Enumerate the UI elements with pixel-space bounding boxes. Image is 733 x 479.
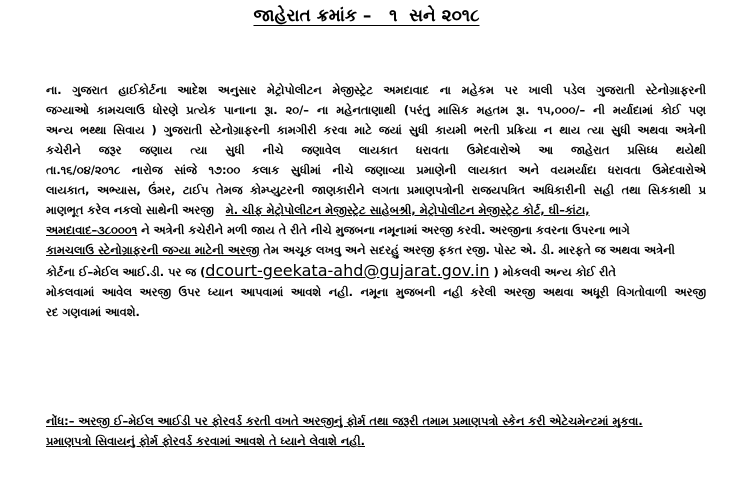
body-line-10 — [46, 260, 706, 282]
body-line-5: તા.૧૬/૦૪/૨૦૧૮ નારોજ સાંજે ૧૭:૦૦ કલાક સુધીમાં નીચે જણાવ્યા પ્રમાણેની લાયકાત અને વયમર્યાદા ધરાવતા ઉમેદવારોએ — [46, 163, 706, 177]
body-line-3: અન્ય ભથ્થા સિવાય ) ગુજરાતી સ્ટેનોગ્રાફરની કામગીરી કરવા માટે જયાં સુધી કાયમી ભરતી પ્રક્રિયા ન થાય ત્યા સુધી અથવા અત્રેની — [46, 123, 706, 137]
note-block — [46, 411, 716, 451]
body-text: ને અત્રેની કચેરીને મળી જાય તે રીતે નીચે મુજબના નમૂનામાં અરજી કરવી. અરજીના કવરના ઉપરના ભાગે — [137, 223, 630, 237]
body-line-4: કચેરીને જરૂર જણાય ત્યા સુધી નીચે જણાવેલ લાયકાત ધરાવતા ઉમેદવારોએ આ જાહેરાત પ્રસિધ્ધ થયેથી — [46, 143, 706, 157]
body-line-12: રદ ગણવામાં આવશે. — [46, 305, 140, 319]
body-line-8 — [46, 220, 706, 240]
body-line-6: લાયકાત, અભ્યાસ, ઉંમર, ટાઈપ તેમજ કોમ્પ્યુટરની જાણકારીને લગતા પ્રમાણપત્રોની રાજયપત્રિત અધિકારીની સહી તથા સિકકાથી પ્ર — [46, 183, 706, 197]
body-text: કોર્ટના ઈ–મેઈલ આઈ.ડી. પર જ ( — [46, 265, 206, 279]
page-title: જાહેરાત ક્રમાંક – ૧ સને ૨૦૧૮ — [253, 6, 480, 26]
body-line-1: ના. ગુજરાત હાઈકોર્ટના આદેશ અનુસાર મેટ્રોપોલીટન મેજીસ્ટ્રેટ અમદાવાદ ના મહેકમ પર ખાલી પડેલ ગુજરાતી સ્ટેનોગ્રાફરની — [46, 83, 706, 97]
note-line-1: નોંધ:– અરજી ઈ–મેઈલ આઈડી પર ફોરવર્ડ કરતી વખતે અરજીનું ફોર્મ તથા જરૂરી તમામ પ્રમાણપત્રો સ્કેન કરી એટેચમેન્ટમાં મુકવા. — [46, 414, 643, 428]
address-city: અમદાવાદ–૩૮૦૦૦૧ — [46, 223, 138, 237]
body-line-2: જગ્યાઓ કામચલાઉ ધોરણે પ્રત્યેક પાનાના રૂા. ૨૦/– ના મહેનતાણાથી (પરંતુ માસિક મહતમ રૂા. ૧૫,૦૦૦/– ની મર્યાદામાં કોઈ પણ — [46, 103, 706, 117]
body-line-7 — [46, 200, 706, 220]
notice-body — [46, 80, 706, 322]
body-line-9 — [46, 240, 706, 260]
body-text: તેમ અચૂક લખવુ અને સદરહું અરજી ફકત રજી. પોસ્ટ એ. ડી. મારફતે જ અથવા અત્રેની — [259, 243, 675, 257]
body-text: માણભૂત કરેલ નકલો સાથેની અરજી — [46, 203, 214, 217]
note-line-2: પ્રમાણપત્રો સિવાયનું ફોર્મ ફોરવર્ડ કરવામાં આવશે તે ધ્યાને લેવાશે નહી. — [46, 434, 365, 448]
body-line-11: મોકલવામાં આવેલ અરજી ઉપર ધ્યાન આપવામાં આવશે નહી. નમૂના મુજબની નહી કરેલી અરજી અથવા અધૂરી વિગતોવાળી અરજી — [46, 285, 706, 299]
cover-label: કામચલાઉ સ્ટેનોગ્રાફરની જગ્યા માટેની અરજી — [46, 243, 260, 257]
email-link[interactable]: dcourt-geekata-ahd@gujarat.gov.in — [205, 261, 490, 280]
body-text: ) મોકલવી અન્ય કોઈ રીતે — [489, 265, 616, 279]
address-text: મે. ચીફ મેટ્રોપોલીટન મેજીસ્ટ્રેટ સાહેબશ્રી, મેટ્રોપોલીટન મેજીસ્ટ્રેટ કોર્ટ, ઘી–કાંટા, — [225, 203, 590, 217]
